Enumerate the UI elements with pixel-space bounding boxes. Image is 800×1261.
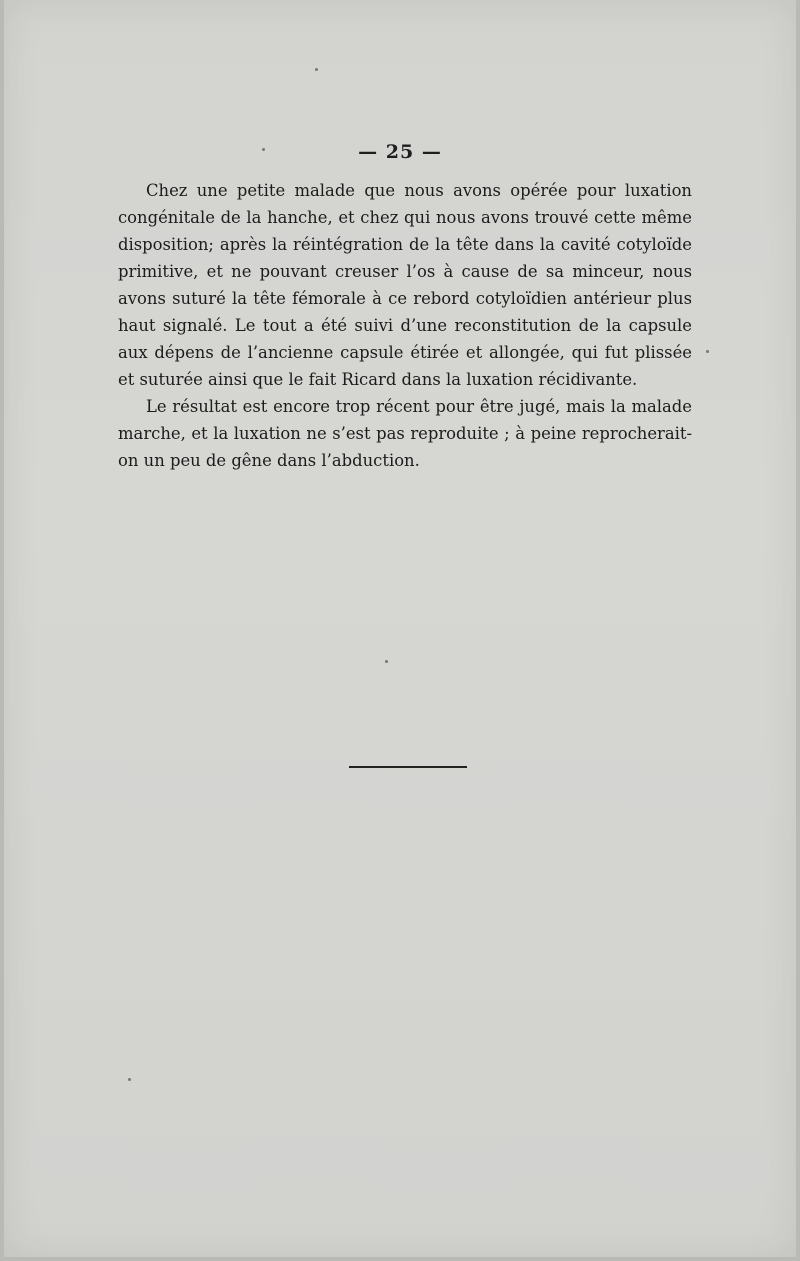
paper-speck [315,68,318,71]
paper-speck [262,148,265,151]
body-text [118,177,692,474]
end-rule [349,766,467,768]
paper-speck [706,350,709,353]
book-page [4,0,796,1257]
paragraph-1: Chez une petite malade que nous avons opérée pour luxation congénitale de la hanche, et chez qui nous avons trouvé cette même disposition; après la réintégration de la tête dans la cavité cotyloïde primitive, et ne pouvant creuser l’os à cause de sa minceur, nous avons suturé la tête fémorale à ce rebord cotyloïdien antérieur plus haut signalé. Le tout a été suivi d’une reconstitution de la capsule aux dépens de l’ancienne capsule étirée et allongée, qui fut plissée et suturée ainsi que le fait Ricard dans la luxation récidivante. [118,181,692,389]
paper-speck [128,1078,131,1081]
paragraph-2: Le résultat est encore trop récent pour être jugé, mais la malade marche, et la luxation ne s’est pas reproduite ; à peine reprocherait-on un peu de gêne dans l’abduction. [118,397,692,470]
page-number: — 25 — [358,141,442,163]
paper-speck [385,660,388,663]
